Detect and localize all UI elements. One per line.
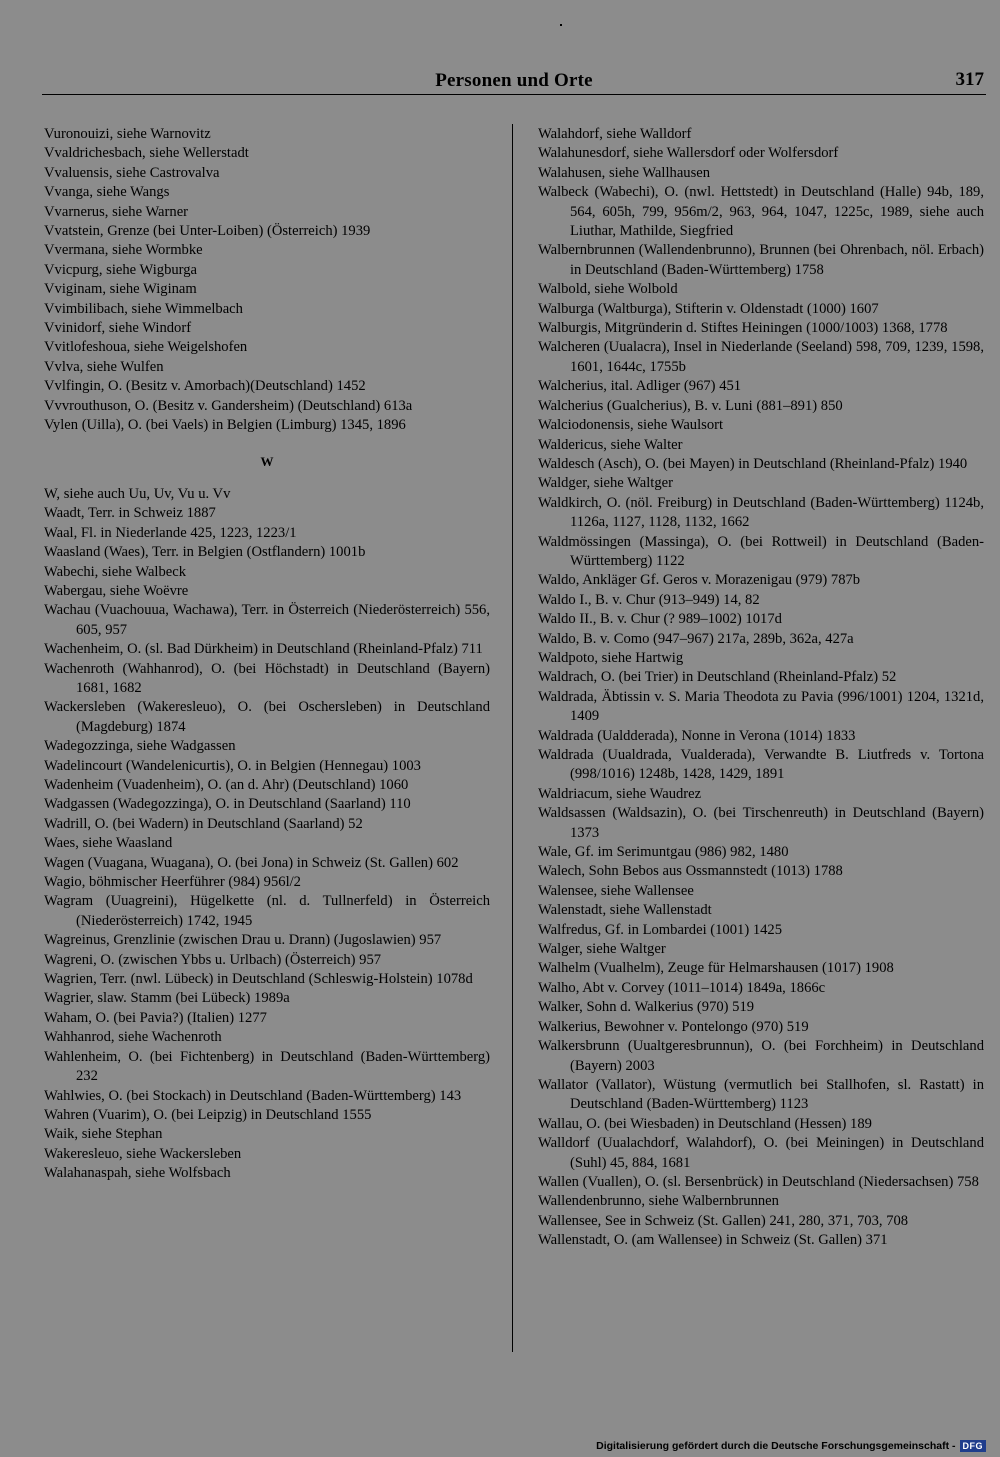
- index-entry: Waldericus, siehe Walter: [538, 436, 683, 453]
- index-entry: Wachenheim, O. (sl. Bad Dürkheim) in Deutschland (Rheinland-Pfalz) 711: [44, 641, 483, 658]
- index-entry: Wagio, böhmischer Heerführer (984) 956l/2: [44, 874, 301, 891]
- index-entry: Waldmössingen (Massinga), O. (bei Rottweil) in Deutschland (Baden-Württemberg) 1122: [538, 533, 984, 569]
- entries-right-list: [538, 125, 984, 1251]
- index-entry: Walkersbrunn (Uualtgeresbrunnun), O. (bei Forchheim) in Deutschland (Bayern) 2003: [538, 1038, 984, 1074]
- index-entry: Vvaluensis, siehe Castrovalva: [44, 164, 220, 181]
- index-entry: Waldger, siehe Waltger: [538, 475, 673, 492]
- index-entry: Wahhanrod, siehe Wachenroth: [44, 1029, 222, 1046]
- index-entry: Walcherius (Gualcherius), B. v. Luni (881–891) 850: [538, 397, 843, 414]
- index-entry: Wallau, O. (bei Wiesbaden) in Deutschland (Hessen) 189: [538, 1115, 872, 1132]
- index-entry: Vuronouizi, siehe Warnovitz: [44, 126, 211, 142]
- index-entry: Walahunesdorf, siehe Wallersdorf oder Wolfersdorf: [538, 145, 839, 162]
- index-entry: Walbernbrunnen (Wallendenbrunno), Brunnen (bei Ohrenbach, nöl. Erbach) in Deutschland (Baden-Württemberg) 1758: [538, 242, 984, 278]
- scan-speck: [560, 24, 562, 26]
- index-entry: Waik, siehe Stephan: [44, 1126, 163, 1143]
- index-entry: Vvlva, siehe Wulfen: [44, 358, 164, 375]
- index-entry: Wadgassen (Wadegozzinga), O. in Deutschland (Saarland) 110: [44, 796, 411, 813]
- page-title: Personen und Orte: [435, 70, 593, 91]
- index-entry: Walciodonensis, siehe Waulsort: [538, 417, 724, 434]
- index-entry: Wahlwies, O. (bei Stockach) in Deutschland (Baden-Württemberg) 143: [44, 1087, 462, 1104]
- index-entry: Wagreni, O. (zwischen Ybbs u. Urlbach) (Österreich) 957: [44, 951, 382, 968]
- index-entry: Waldsassen (Waldsazin), O. (bei Tirschenreuth) in Deutschland (Bayern) 1373: [538, 805, 984, 841]
- index-entry: Wadegozzinga, siehe Wadgassen: [44, 738, 236, 755]
- index-entry: Waasland (Waes), Terr. in Belgien (Ostflandern) 1001b: [44, 544, 366, 561]
- index-entry: Wagen (Vuagana, Wuagana), O. (bei Jona) in Schweiz (St. Gallen) 602: [44, 854, 459, 871]
- index-entry: Wadenheim (Vuadenheim), O. (an d. Ahr) (Deutschland) 1060: [44, 777, 409, 793]
- index-entry: Waldo, B. v. Como (947–967) 217a, 289b, 362a, 427a: [538, 630, 854, 647]
- index-entry: Wahlenheim, O. (bei Fichtenberg) in Deutschland (Baden-Württemberg) 232: [44, 1048, 490, 1085]
- index-entry: Walbold, siehe Wolbold: [538, 281, 678, 298]
- index-entry: Vvitlofeshoua, siehe Weigelshofen: [44, 339, 248, 356]
- index-entry: Vvermana, siehe Wormbke: [44, 242, 203, 259]
- index-entry: Walldorf (Uualachdorf, Walahdorf), O. (bei Meiningen) in Deutschland (Suhl) 45, 884, 1681: [538, 1135, 984, 1171]
- index-entry: Vvlfingin, O. (Besitz v. Amorbach)(Deutschland) 1452: [44, 378, 366, 395]
- index-entry: Wackersleben (Wakeresleuo), O. (bei Oschersleben) in Deutschland (Magdeburg) 1874: [44, 699, 490, 735]
- index-entry: Waldpoto, siehe Hartwig: [538, 649, 684, 666]
- index-entry: Walahdorf, siehe Walldorf: [538, 126, 692, 142]
- index-entry: Wachenroth (Wahhanrod), O. (bei Höchstadt) in Deutschland (Bayern) 1681, 1682: [44, 660, 490, 696]
- index-entry: Walech, Sohn Bebos aus Ossmannstedt (1013) 1788: [538, 863, 843, 880]
- index-entry: Waadt, Terr. in Schweiz 1887: [44, 505, 216, 522]
- index-entry: Walker, Sohn d. Walkerius (970) 519: [538, 999, 755, 1016]
- index-entry: Waldo, Ankläger Gf. Geros v. Morazenigau (979) 787b: [538, 572, 861, 589]
- index-entry: Wallendenbrunno, siehe Walbernbrunnen: [538, 1193, 779, 1210]
- index-entry: Wallator (Vallator), Wüstung (vermutlich bei Stallhofen, sl. Rastatt) in Deutschland (Baden-Württemberg) 1123: [538, 1076, 984, 1113]
- dfg-logo: DFG: [960, 1440, 987, 1452]
- index-entry: Vvinidorf, siehe Windorf: [44, 320, 192, 337]
- index-entry: Vvvrouthuson, O. (Besitz v. Gandersheim) (Deutschland) 613a: [44, 397, 413, 414]
- index-entry: Vvimbilibach, siehe Wimmelbach: [44, 300, 243, 317]
- index-entry: Wallen (Vuallen), O. (sl. Bersenbrück) in Deutschland (Niedersachsen) 758: [538, 1173, 979, 1190]
- section-letter-w: W: [260, 453, 274, 469]
- index-entry: Wahren (Vuarim), O. (bei Leipzig) in Deutschland 1555: [44, 1106, 372, 1123]
- index-entry: Wagram (Uuagreini), Hügelkette (nl. d. Tullnerfeld) in Österreich (Niederösterreich) 1742, 1945: [44, 893, 490, 929]
- index-entry: Vvanga, siehe Wangs: [44, 184, 170, 201]
- left-column: [44, 125, 490, 1184]
- index-entry: Vvarnerus, siehe Warner: [44, 203, 189, 220]
- footer-text: Digitalisierung gefördert durch die Deutsche Forschungsgemeinschaft -: [596, 1440, 956, 1452]
- index-entry: Waldo I., B. v. Chur (913–949) 14, 82: [538, 591, 760, 608]
- index-entry: Walahanaspah, siehe Wolfsbach: [44, 1165, 231, 1182]
- index-entry: Wabechi, siehe Walbeck: [44, 563, 187, 580]
- index-entry: Wadelincourt (Wandelenicurtis), O. in Belgien (Hennegau) 1003: [44, 757, 421, 774]
- index-entry: Walcherius, ital. Adliger (967) 451: [538, 378, 742, 395]
- index-entry: Waal, Fl. in Niederlande 425, 1223, 1223/1: [44, 524, 297, 541]
- index-entry: Vvaldrichesbach, siehe Wellerstadt: [44, 145, 249, 162]
- index-entry: Walburgis, Mitgründerin d. Stiftes Heiningen (1000/1003) 1368, 1778: [538, 320, 948, 337]
- index-entry: Waldrada (Ualdderada), Nonne in Verona (1014) 1833: [538, 727, 856, 744]
- index-entry: Walfredus, Gf. in Lombardei (1001) 1425: [538, 921, 783, 938]
- index-entry: Walkerius, Bewohner v. Pontelongo (970) 519: [538, 1018, 809, 1035]
- index-entry: Vvicpurg, siehe Wigburga: [44, 261, 198, 278]
- index-entry: Walahusen, siehe Wallhausen: [538, 164, 711, 181]
- index-entry: Wagrier, slaw. Stamm (bei Lübeck) 1989a: [44, 990, 290, 1007]
- index-entry: Walho, Abt v. Corvey (1011–1014) 1849a, 1866c: [538, 979, 826, 996]
- index-entry: Wallensee, See in Schweiz (St. Gallen) 241, 280, 371, 703, 708: [538, 1212, 909, 1229]
- index-entry: Walger, siehe Waltger: [538, 941, 666, 958]
- index-entry: Vviginam, siehe Wiginam: [44, 281, 197, 298]
- index-entry: Waldrach, O. (bei Trier) in Deutschland (Rheinland-Pfalz) 52: [538, 669, 897, 686]
- index-entry: Wakeresleuo, siehe Wackersleben: [44, 1145, 242, 1162]
- right-column: [538, 125, 984, 1251]
- index-entry: Walburga (Waltburga), Stifterin v. Oldenstadt (1000) 1607: [538, 300, 879, 317]
- index-entry: Walensee, siehe Wallensee: [538, 882, 694, 899]
- index-entry: Waldrada (Uualdrada, Vualderada), Verwandte B. Liutfreds v. Tortona (998/1016) 1248b, 1428, 1429, 1891: [538, 747, 984, 783]
- index-entry: Waes, siehe Waasland: [44, 835, 173, 852]
- index-entry: Wale, Gf. im Serimuntgau (986) 982, 1480: [538, 844, 789, 861]
- index-entry: Waldkirch, O. (nöl. Freiburg) in Deutschland (Baden-Württemberg) 1124b, 1126a, 1127, 1128, 1132, 1662: [538, 494, 984, 531]
- index-entry: Vvatstein, Grenze (bei Unter-Loiben) (Österreich) 1939: [44, 223, 371, 240]
- index-entry: W, siehe auch Uu, Uv, Vu u. Vv: [44, 485, 231, 502]
- index-entry: Walhelm (Vualhelm), Zeuge für Helmarshausen (1017) 1908: [538, 960, 894, 977]
- index-entry: Walenstadt, siehe Wallenstadt: [538, 902, 712, 919]
- page-header: [42, 64, 986, 95]
- index-entry: Waldrada, Äbtissin v. S. Maria Theodota zu Pavia (996/1001) 1204, 1321d, 1409: [538, 688, 984, 725]
- index-entry: Waham, O. (bei Pavia?) (Italien) 1277: [44, 1009, 267, 1026]
- footer: [596, 1440, 986, 1452]
- index-entry: Wachau (Vuachouua, Wachawa), Terr. in Österreich (Niederösterreich) 556, 605, 957: [44, 602, 490, 638]
- index-entry: Walbeck (Wabechi), O. (nwl. Hettstedt) in Deutschland (Halle) 94b, 189, 564, 605h, 799, 956m/2, 963, 964, 1047, 1225c, 1989, siehe auch Liuthar, Mathilde, Siegfried: [538, 184, 984, 240]
- index-entry: Vylen (Uilla), O. (bei Vaels) in Belgien (Limburg) 1345, 1896: [44, 417, 406, 434]
- index-entry: Wabergau, siehe Woëvre: [44, 582, 189, 599]
- index-entry: Walcheren (Uualacra), Insel in Niederlande (Seeland) 598, 709, 1239, 1598, 1601, 1644c, 1755b: [538, 339, 984, 375]
- index-entry: Wagreinus, Grenzlinie (zwischen Drau u. Drann) (Jugoslawien) 957: [44, 932, 442, 949]
- index-entry: Wadrill, O. (bei Wadern) in Deutschland (Saarland) 52: [44, 815, 363, 832]
- index-entry: Wallenstadt, O. (am Wallensee) in Schweiz (St. Gallen) 371: [538, 1232, 888, 1249]
- entries-v-list: [44, 125, 490, 436]
- index-entry: Wagrien, Terr. (nwl. Lübeck) in Deutschland (Schleswig-Holstein) 1078d: [44, 971, 473, 988]
- index-entry: Waldriacum, siehe Waudrez: [538, 785, 702, 802]
- entries-w-list: [44, 485, 490, 1184]
- column-divider: [512, 124, 513, 1352]
- index-entry: Waldo II., B. v. Chur (? 989–1002) 1017d: [538, 611, 782, 628]
- index-entry: Waldesch (Asch), O. (bei Mayen) in Deutschland (Rheinland-Pfalz) 1940: [538, 455, 968, 472]
- page-number: 317: [955, 69, 984, 90]
